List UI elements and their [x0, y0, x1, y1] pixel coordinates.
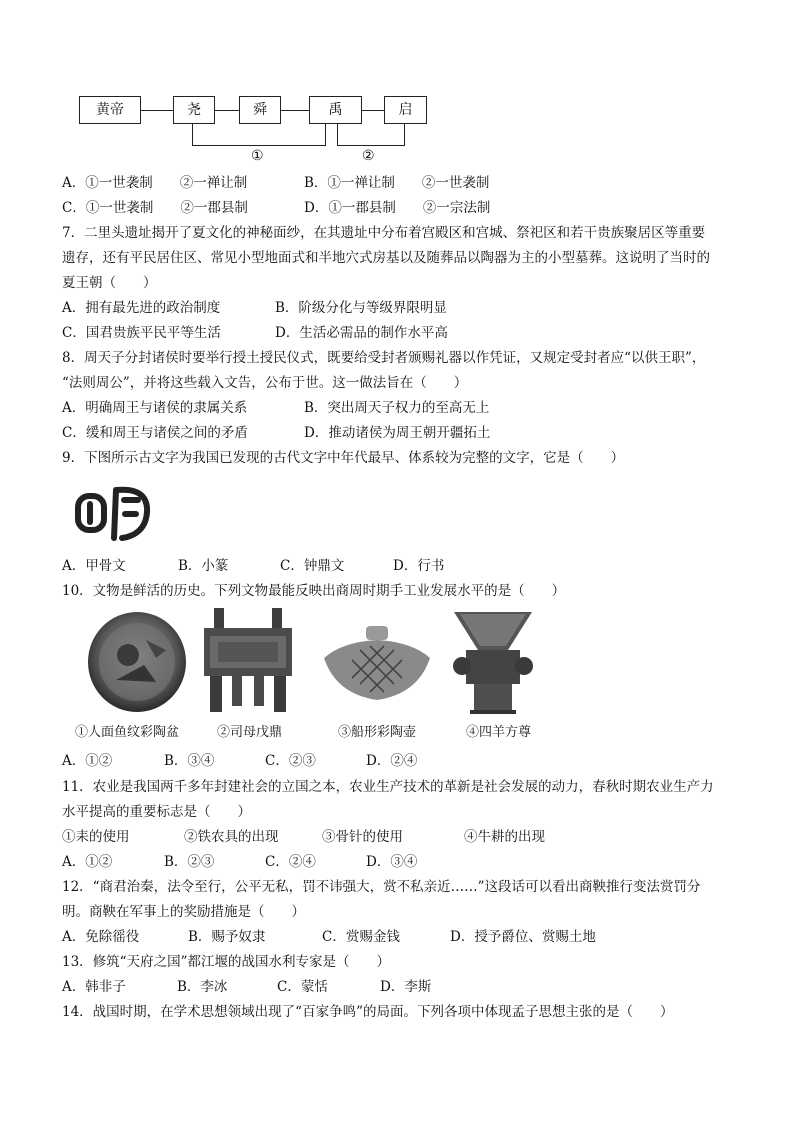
oracle-bone-ming-glyph [72, 482, 162, 544]
q10-option-d: D．②④ [366, 753, 418, 769]
q11-option-c: C．②④ [265, 854, 316, 870]
q11-option-d: D．③④ [366, 854, 418, 870]
q11-stem-line: 水平提高的重要标志是（ ） [62, 804, 251, 820]
connector [362, 110, 384, 111]
q11-item-4: ④牛耕的出现 [464, 829, 545, 845]
q8-option-b: B．突出周天子权力的至高无上 [304, 400, 490, 416]
q12-stem-line: 明。商鞅在军事上的奖励措施是（ ） [62, 904, 305, 920]
connector [281, 110, 309, 111]
q12-option-c: C．赏赐金钱 [322, 929, 400, 945]
q11-item-2: ②铁农具的出现 [184, 829, 279, 845]
q10-option-a: A．①② [62, 753, 113, 769]
q8-stem-line: “法则周公”，并将这些载入文告，公布于世。这一做法旨在（ ） [62, 375, 468, 391]
q13-option-c: C．蒙恬 [277, 979, 328, 995]
q8-stem-line: 8．周天子分封诸侯时要举行授土授民仪式，既要给受封者颁赐礼器以作凭证，又规定受封者应“以供王职”， [62, 350, 706, 366]
q8-option-c: C．缓和周王与诸侯之间的矛盾 [62, 425, 248, 441]
bracket-1 [192, 145, 326, 146]
q12-option-d: D．授予爵位、赏赐土地 [450, 929, 596, 945]
box-qi: 启 [384, 96, 427, 124]
bracket-1 [325, 124, 326, 145]
bracket-2 [337, 145, 405, 146]
q9-option-b: B．小篆 [178, 558, 229, 574]
q13-option-a: A．韩非子 [62, 979, 126, 995]
artifact-caption-4: ④四羊方尊 [466, 725, 532, 740]
q6-option-b: B．①一禅让制 ②一世袭制 [304, 175, 490, 191]
bracket-2 [404, 124, 405, 145]
q11-option-a: A．①② [62, 854, 113, 870]
q10-stem: 10．文物是鲜活的历史。下列文物最能反映出商周时期手工业发展水平的是（ ） [62, 583, 566, 599]
q8-option-a: A．明确周王与诸侯的隶属关系 [62, 400, 248, 416]
q9-stem: 9．下图所示古文字为我国已发现的古代文字中年代最早、体系较为完整的文字，它是（ ） [62, 450, 625, 466]
q11-option-b: B．②③ [164, 854, 215, 870]
box-shun: 舜 [239, 96, 281, 124]
connector [215, 110, 239, 111]
boat-pottery-pot-image [322, 622, 432, 704]
q7-option-b: B．阶级分化与等级界限明显 [275, 300, 447, 316]
q13-option-d: D．李斯 [380, 979, 432, 995]
q7-option-d: D．生活必需品的制作水平高 [275, 325, 448, 341]
pottery-basin-image [86, 610, 188, 714]
marker-1: ① [251, 148, 264, 164]
connector [141, 110, 173, 111]
q12-option-b: B．赐予奴隶 [188, 929, 266, 945]
q14-stem: 14．战国时期，在学术思想领域出现了“百家争鸣”的局面。下列各项中体现孟子思想主张的是（ ） [62, 1004, 674, 1020]
q12-option-a: A．免除徭役 [62, 929, 140, 945]
q8-option-d: D．推动诸侯为周王朝开疆拓土 [304, 425, 491, 441]
q10-option-b: B．③④ [164, 753, 215, 769]
artifact-caption-3: ③船形彩陶壶 [338, 725, 417, 740]
box-huangdi: 黄帝 [79, 96, 141, 124]
q6-option-c: C．①一世袭制 ②一郡县制 [62, 200, 248, 216]
q11-stem-line: 11．农业是我国两千多年封建社会的立国之本，农业生产技术的革新是社会发展的动力，春秋时期农业生产力 [62, 779, 714, 795]
q7-stem-line: 7．二里头遗址揭开了夏文化的神秘面纱，在其遗址中分布着宫殿区和宫城、祭祀区和若干贵族聚居区等重要 [62, 225, 706, 241]
simuwu-ding-image [200, 606, 296, 714]
artifact-caption-1: ①人面鱼纹彩陶盆 [75, 725, 180, 740]
bracket-2 [337, 124, 338, 145]
artifact-caption-2: ②司母戊鼎 [217, 725, 283, 740]
q13-option-b: B．李冰 [177, 979, 228, 995]
q9-option-c: C．钟鼎文 [280, 558, 345, 574]
q11-item-1: ①耒的使用 [62, 829, 130, 845]
box-yao: 尧 [173, 96, 215, 124]
q13-stem: 13．修筑“天府之国”都江堰的战国水利专家是（ ） [62, 954, 390, 970]
q6-option-d: D．①一郡县制 ②一宗法制 [304, 200, 491, 216]
bracket-1 [192, 124, 193, 145]
q7-option-c: C．国君贵族平民平等生活 [62, 325, 221, 341]
q10-option-c: C．②③ [265, 753, 316, 769]
q7-stem-line: 遗存，还有平民居住区、常见小型地面式和半地穴式房基以及随葬品以陶器为主的小型墓葬。这说明了当时的 [62, 250, 710, 266]
q7-option-a: A．拥有最先进的政治制度 [62, 300, 221, 316]
q7-stem-line: 夏王朝（ ） [62, 275, 157, 291]
q11-item-3: ③骨针的使用 [322, 829, 403, 845]
four-ram-zun-image [452, 610, 534, 714]
marker-2: ② [362, 148, 375, 164]
box-yu: 禹 [309, 96, 362, 124]
q6-option-a: A．①一世袭制 ②一禅让制 [62, 175, 248, 191]
q12-stem-line: 12．“商君治秦，法令至行，公平无私，罚不讳强大，赏不私亲近……”这段话可以看出商鞅推行变法赏罚分 [62, 879, 701, 895]
q9-option-a: A．甲骨文 [62, 558, 126, 574]
q9-option-d: D．行书 [393, 558, 445, 574]
